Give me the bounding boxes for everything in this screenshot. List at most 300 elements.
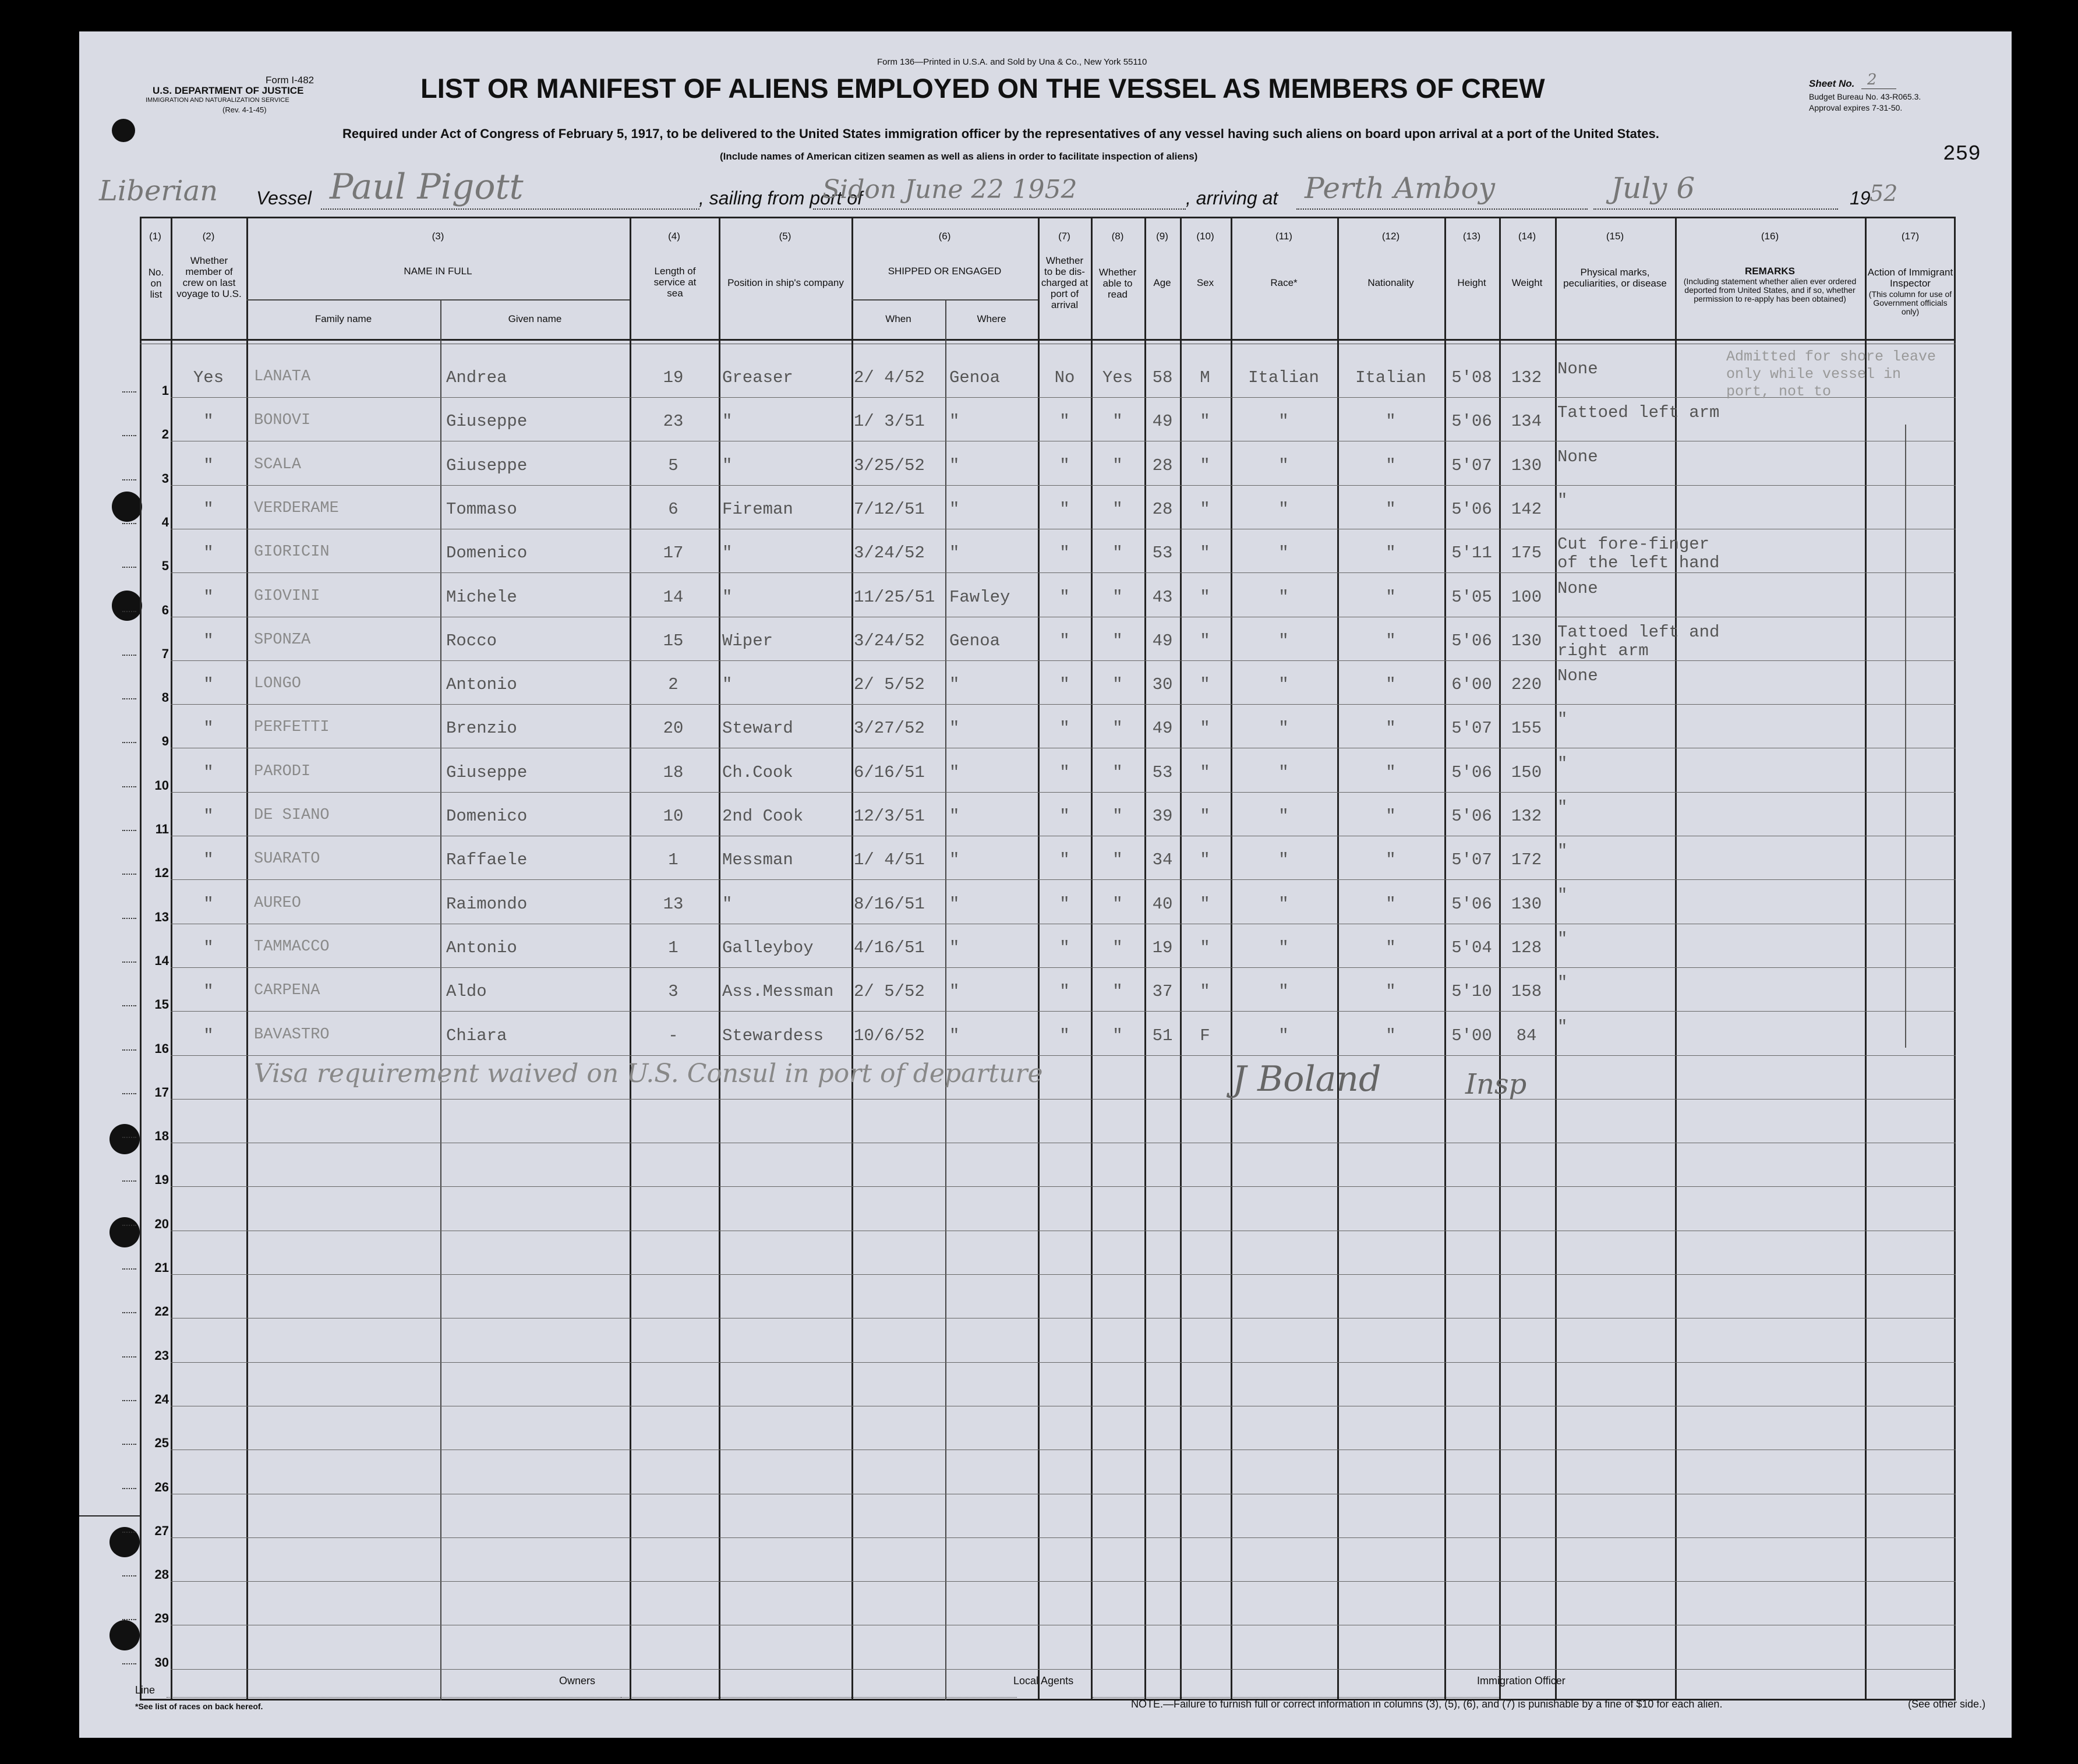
footer-agents: Local Agents bbox=[1013, 1675, 1074, 1687]
colnum-16: (16) bbox=[1761, 231, 1779, 242]
cell-age: 39 bbox=[1152, 807, 1173, 826]
cell-age: 34 bbox=[1152, 850, 1173, 870]
cell-disch: " bbox=[1059, 894, 1070, 914]
cell-weight: 155 bbox=[1511, 719, 1542, 738]
cell-height: 5'07 bbox=[1451, 455, 1492, 475]
cell-race: " bbox=[1278, 675, 1289, 695]
header-height: Height bbox=[1457, 277, 1486, 288]
footer-owners-fill bbox=[621, 1697, 1017, 1698]
cell-where: Genoa bbox=[949, 368, 1001, 387]
colnum-5: (5) bbox=[779, 231, 791, 242]
vessel-flag: Liberian bbox=[99, 175, 218, 207]
cell-nat: " bbox=[1386, 938, 1396, 957]
cell-read: " bbox=[1112, 719, 1123, 738]
cell-sex: " bbox=[1200, 850, 1210, 870]
left-margin-line bbox=[79, 1515, 140, 1516]
cell-position: " bbox=[722, 675, 733, 695]
cell-when: 12/3/51 bbox=[854, 807, 925, 826]
cell-height: 5'06 bbox=[1451, 807, 1492, 826]
header-able-to-read: Whether able to read bbox=[1098, 267, 1137, 300]
header-remarks-note: (Including statement whether alien ever ordered deported from United States, and if so, whether permission to re-apply has been obtained) bbox=[1683, 277, 1857, 303]
cell-read: Yes bbox=[1102, 368, 1133, 387]
date-underline bbox=[1593, 208, 1838, 210]
cell-weight: 130 bbox=[1511, 894, 1542, 914]
cell-given: Rocco bbox=[446, 631, 497, 651]
cell-where: " bbox=[949, 762, 960, 782]
cell-crew: " bbox=[203, 543, 214, 563]
cell-when: 6/16/51 bbox=[854, 762, 925, 782]
cell-where: " bbox=[949, 982, 960, 1002]
vessel-name: Paul Pigott bbox=[330, 167, 524, 207]
cell-sex: " bbox=[1200, 631, 1210, 651]
cell-read: " bbox=[1112, 807, 1123, 826]
cell-age: 51 bbox=[1152, 1026, 1173, 1045]
department: U.S. DEPARTMENT OF JUSTICE bbox=[153, 85, 304, 96]
cell-crew: " bbox=[203, 850, 214, 870]
cell-family: BONOVI bbox=[254, 412, 311, 430]
header-no-on-list: No. on list bbox=[148, 267, 164, 300]
cell-marks: " bbox=[1557, 842, 1568, 861]
cell-height: 5'06 bbox=[1451, 631, 1492, 651]
row-leader bbox=[122, 391, 136, 393]
cell-where: " bbox=[949, 807, 960, 826]
cell-height: 5'07 bbox=[1451, 850, 1492, 870]
cell-height: 5'05 bbox=[1451, 587, 1492, 607]
cell-sex: " bbox=[1200, 412, 1210, 432]
cell-disch: " bbox=[1059, 719, 1070, 738]
cell-race: " bbox=[1278, 587, 1289, 607]
cell-family: GIOVINI bbox=[254, 587, 320, 605]
cell-position: Fireman bbox=[722, 499, 793, 519]
row-rule bbox=[171, 1186, 1956, 1187]
punch-hole bbox=[112, 492, 142, 522]
cell-read: " bbox=[1112, 894, 1123, 914]
colnum-15: (15) bbox=[1606, 231, 1624, 242]
row-rule bbox=[171, 660, 1956, 661]
row-number: 2 bbox=[161, 427, 169, 442]
cell-family: SUARATO bbox=[254, 850, 320, 868]
cell-marks: None bbox=[1557, 578, 1598, 598]
row-leader bbox=[122, 1005, 136, 1006]
cell-disch: " bbox=[1059, 587, 1070, 607]
footer-line-fill bbox=[167, 1697, 621, 1698]
cell-disch: " bbox=[1059, 543, 1070, 563]
cell-when: 7/12/51 bbox=[854, 499, 925, 519]
cell-weight: 158 bbox=[1511, 982, 1542, 1002]
cell-crew: " bbox=[203, 719, 214, 738]
row-rule bbox=[171, 704, 1956, 705]
cell-position: Galleyboy bbox=[722, 938, 814, 957]
approval-date: Approval expires 7-31-50. bbox=[1809, 103, 1903, 112]
row-rule bbox=[171, 967, 1956, 968]
cell-nat: " bbox=[1386, 499, 1396, 519]
inspector-bracket bbox=[1905, 425, 1906, 1048]
cell-read: " bbox=[1112, 455, 1123, 475]
cell-given: Chiara bbox=[446, 1026, 507, 1045]
cell-service: 23 bbox=[663, 412, 684, 432]
row-number: 22 bbox=[154, 1304, 169, 1319]
cell-position: " bbox=[722, 894, 733, 914]
col-line bbox=[1144, 217, 1146, 1701]
cell-age: 28 bbox=[1152, 499, 1173, 519]
cell-where: " bbox=[949, 543, 960, 563]
colnum-4: (4) bbox=[668, 231, 680, 242]
row-number: 7 bbox=[161, 646, 169, 661]
required-statement: Required under Act of Congress of February 5, 1917, to be delivered to the United States immigration officer by the representatives of any vessel having such aliens on board upon arrival at a port of the United States. bbox=[342, 126, 1659, 141]
row-number: 3 bbox=[161, 471, 169, 486]
cell-position: " bbox=[722, 412, 733, 432]
cell-where: " bbox=[949, 938, 960, 957]
footer-fine-note: NOTE.—Failure to furnish full or correct information in columns (3), (5), (6), and (7) is punishable by a fine of $10 for each alien. bbox=[1131, 1698, 1723, 1710]
cell-read: " bbox=[1112, 1026, 1123, 1045]
row-leader bbox=[122, 435, 136, 436]
header-where: Where bbox=[977, 313, 1006, 324]
cell-nat: " bbox=[1386, 982, 1396, 1002]
row-rule bbox=[171, 485, 1956, 486]
row-leader bbox=[122, 1532, 136, 1533]
vessel-underline bbox=[321, 208, 699, 210]
cell-position: Wiper bbox=[722, 631, 773, 651]
colnum-6: (6) bbox=[938, 231, 951, 242]
cell-sex: " bbox=[1200, 675, 1210, 695]
cell-nat: " bbox=[1386, 631, 1396, 651]
row-number: 17 bbox=[154, 1084, 169, 1100]
cell-given: Giuseppe bbox=[446, 412, 528, 432]
cell-read: " bbox=[1112, 499, 1123, 519]
row-leader bbox=[122, 1049, 136, 1051]
cell-weight: 130 bbox=[1511, 631, 1542, 651]
page-number: 259 bbox=[1943, 142, 1981, 166]
cell-nat: " bbox=[1386, 850, 1396, 870]
cell-nat: " bbox=[1386, 1026, 1396, 1045]
cell-weight: 100 bbox=[1511, 587, 1542, 607]
cell-marks: Cut fore-finger of the left hand bbox=[1557, 535, 1720, 573]
col-line bbox=[1038, 217, 1040, 1701]
cell-service: 15 bbox=[663, 631, 684, 651]
cell-family: AUREO bbox=[254, 894, 302, 912]
cell-given: Giuseppe bbox=[446, 762, 528, 782]
row-leader bbox=[122, 479, 136, 480]
cell-when: 3/27/52 bbox=[854, 719, 925, 738]
sailing-underline bbox=[813, 208, 1186, 210]
cell-position: " bbox=[722, 543, 733, 563]
cell-weight: 175 bbox=[1511, 543, 1542, 563]
header-discharged: Whether to be dis-charged at port of arrival bbox=[1041, 255, 1089, 310]
cell-where: " bbox=[949, 1026, 960, 1045]
cell-sex: M bbox=[1200, 368, 1210, 387]
cell-given: Tommaso bbox=[446, 499, 517, 519]
cell-sex: F bbox=[1200, 1026, 1210, 1045]
cell-nat: " bbox=[1386, 675, 1396, 695]
colnum-17: (17) bbox=[1901, 231, 1920, 242]
row-number: 27 bbox=[154, 1523, 169, 1538]
cell-sex: " bbox=[1200, 807, 1210, 826]
cell-age: 37 bbox=[1152, 982, 1173, 1002]
col-line bbox=[1499, 217, 1501, 1701]
cell-crew: " bbox=[203, 455, 214, 475]
cell-age: 28 bbox=[1152, 455, 1173, 475]
cell-service: 2 bbox=[668, 675, 678, 695]
header-physical-marks: Physical marks, peculiarities, or disease bbox=[1563, 267, 1667, 289]
cell-service: - bbox=[668, 1026, 678, 1045]
cell-given: Brenzio bbox=[446, 719, 517, 738]
cell-marks: Tattoed left and right arm bbox=[1557, 622, 1720, 660]
row-number: 1 bbox=[161, 383, 169, 398]
cell-weight: 172 bbox=[1511, 850, 1542, 870]
header-shipped-engaged: SHIPPED OR ENGAGED bbox=[888, 266, 1002, 277]
cell-sex: " bbox=[1200, 587, 1210, 607]
cell-weight: 150 bbox=[1511, 762, 1542, 782]
row-number: 6 bbox=[161, 602, 169, 617]
row-number: 5 bbox=[161, 558, 169, 574]
cell-position: Stewardess bbox=[722, 1026, 824, 1045]
row-rule bbox=[171, 879, 1956, 880]
colnum-13: (13) bbox=[1462, 231, 1481, 242]
colnum-12: (12) bbox=[1381, 231, 1400, 242]
cell-disch: " bbox=[1059, 1026, 1070, 1045]
service-name: IMMIGRATION AND NATURALIZATION SERVICE bbox=[146, 97, 289, 104]
row-rule bbox=[171, 1362, 1956, 1363]
cell-sex: " bbox=[1200, 499, 1210, 519]
cell-where: " bbox=[949, 499, 960, 519]
manifest-sheet bbox=[79, 31, 2012, 1738]
row-leader bbox=[122, 1575, 136, 1576]
cell-family: PERFETTI bbox=[254, 719, 330, 737]
cell-service: 14 bbox=[663, 587, 684, 607]
cell-race: " bbox=[1278, 762, 1289, 782]
cell-sex: " bbox=[1200, 894, 1210, 914]
cell-nat: " bbox=[1386, 587, 1396, 607]
cell-marks: None bbox=[1557, 359, 1598, 379]
cell-marks: " bbox=[1557, 973, 1568, 993]
header-crew-last-voyage: Whether member of crew on last voyage to U.S. bbox=[176, 255, 242, 299]
cell-read: " bbox=[1112, 587, 1123, 607]
header-family-name: Family name bbox=[314, 313, 372, 324]
cell-service: 5 bbox=[668, 455, 678, 475]
row-rule bbox=[171, 1274, 1956, 1275]
cell-nat: " bbox=[1386, 762, 1396, 782]
header-divider bbox=[140, 339, 1956, 341]
cell-disch: " bbox=[1059, 982, 1070, 1002]
row-rule bbox=[171, 1055, 1956, 1056]
cell-disch: " bbox=[1059, 499, 1070, 519]
cell-service: 13 bbox=[663, 894, 684, 914]
cell-race: " bbox=[1278, 938, 1289, 957]
cell-age: 53 bbox=[1152, 762, 1173, 782]
footer-owners: Owners bbox=[559, 1675, 596, 1687]
cell-service: 17 bbox=[663, 543, 684, 563]
cell-crew: " bbox=[203, 499, 214, 519]
cell-given: Michele bbox=[446, 587, 517, 607]
cell-when: 3/24/52 bbox=[854, 543, 925, 563]
row-number: 30 bbox=[154, 1655, 169, 1670]
row-leader bbox=[122, 1137, 136, 1138]
cell-where: " bbox=[949, 894, 960, 914]
row-leader bbox=[122, 698, 136, 699]
cell-race: " bbox=[1278, 631, 1289, 651]
row-leader bbox=[122, 611, 136, 612]
colnum-7: (7) bbox=[1058, 231, 1070, 242]
footer-agents-fill bbox=[1093, 1697, 1500, 1698]
cell-position: 2nd Cook bbox=[722, 807, 804, 826]
cell-where: " bbox=[949, 719, 960, 738]
col-line bbox=[719, 217, 720, 1701]
arrival-date: July 6 bbox=[1611, 171, 1695, 205]
row-number: 21 bbox=[154, 1260, 169, 1275]
cell-height: 5'06 bbox=[1451, 412, 1492, 432]
row-leader bbox=[122, 742, 136, 743]
cell-given: Antonio bbox=[446, 675, 517, 695]
cell-weight: 132 bbox=[1511, 368, 1542, 387]
name-subheader-line bbox=[246, 299, 630, 301]
cell-race: " bbox=[1278, 982, 1289, 1002]
row-leader bbox=[122, 1619, 136, 1620]
cell-read: " bbox=[1112, 850, 1123, 870]
cell-height: 5'11 bbox=[1451, 543, 1492, 563]
row-rule bbox=[171, 1581, 1956, 1582]
vessel-label: Vessel bbox=[256, 188, 312, 208]
cell-age: 49 bbox=[1152, 412, 1173, 432]
cell-family: PARODI bbox=[254, 762, 311, 780]
cell-age: 49 bbox=[1152, 719, 1173, 738]
sailing-label: , sailing from port of bbox=[699, 188, 863, 208]
cell-read: " bbox=[1112, 938, 1123, 957]
cell-sex: " bbox=[1200, 938, 1210, 957]
cell-nat: " bbox=[1386, 807, 1396, 826]
cell-read: " bbox=[1112, 412, 1123, 432]
cell-position: Ch.Cook bbox=[722, 762, 793, 782]
col-line bbox=[1091, 217, 1093, 1701]
budget-number: Budget Bureau No. 43-R065.3. bbox=[1809, 92, 1921, 101]
punch-hole bbox=[112, 119, 135, 142]
row-leader bbox=[122, 1268, 136, 1270]
cell-when: 2/ 5/52 bbox=[854, 675, 925, 695]
inspector-signature: J Boland bbox=[1232, 1059, 1381, 1100]
row-number: 23 bbox=[154, 1348, 169, 1363]
cell-age: 58 bbox=[1152, 368, 1173, 387]
row-rule bbox=[171, 792, 1956, 793]
cell-height: 5'06 bbox=[1451, 762, 1492, 782]
row-number: 8 bbox=[161, 690, 169, 705]
cell-when: 4/16/51 bbox=[854, 938, 925, 957]
col-line bbox=[1337, 217, 1339, 1701]
cell-sex: " bbox=[1200, 543, 1210, 563]
cell-crew: " bbox=[203, 938, 214, 957]
col-line bbox=[851, 217, 853, 1701]
row-leader bbox=[122, 1444, 136, 1445]
col-line bbox=[1865, 217, 1867, 1701]
cell-given: Domenico bbox=[446, 543, 528, 563]
header-position: Position in ship's company bbox=[727, 277, 844, 288]
cell-marks: None bbox=[1557, 447, 1598, 466]
cell-race: " bbox=[1278, 807, 1289, 826]
row-number: 11 bbox=[155, 822, 169, 836]
punch-hole bbox=[109, 1217, 140, 1247]
cell-family: CARPENA bbox=[254, 982, 320, 1000]
cell-nat: " bbox=[1386, 894, 1396, 914]
col-line bbox=[440, 299, 441, 1701]
col-line bbox=[630, 217, 631, 1701]
footer-line-label: Line bbox=[135, 1684, 156, 1696]
punch-hole bbox=[109, 1124, 140, 1154]
cell-age: 19 bbox=[1152, 938, 1173, 957]
cell-height: 5'04 bbox=[1451, 938, 1492, 957]
year-suffix: 52 bbox=[1870, 181, 1898, 206]
row-number: 20 bbox=[154, 1216, 169, 1231]
cell-race: " bbox=[1278, 719, 1289, 738]
cell-when: 1/ 4/51 bbox=[854, 850, 925, 870]
row-leader bbox=[122, 1663, 136, 1664]
cell-nat: " bbox=[1386, 543, 1396, 563]
row-leader bbox=[122, 523, 136, 524]
row-rule bbox=[171, 1669, 1956, 1670]
cell-disch: No bbox=[1054, 368, 1075, 387]
col-line bbox=[1231, 217, 1232, 1701]
punch-hole bbox=[112, 591, 142, 621]
cell-family: TAMMACCO bbox=[254, 938, 330, 956]
header-action-note: (This column for use of Government officials only) bbox=[1868, 289, 1952, 316]
cell-weight: 128 bbox=[1511, 938, 1542, 957]
arriving-underline bbox=[1296, 208, 1588, 210]
footer-see-other: (See other side.) bbox=[1908, 1698, 1986, 1710]
cell-when: 1/ 3/51 bbox=[854, 412, 925, 432]
cell-read: " bbox=[1112, 675, 1123, 695]
row-leader bbox=[122, 1400, 136, 1401]
cell-given: Aldo bbox=[446, 982, 487, 1002]
row-number: 10 bbox=[154, 777, 169, 793]
cell-position: " bbox=[722, 587, 733, 607]
arriving-label: , arriving at bbox=[1186, 188, 1278, 208]
cell-service: 1 bbox=[668, 938, 678, 957]
cell-where: " bbox=[949, 412, 960, 432]
cell-position: " bbox=[722, 455, 733, 475]
cell-given: Domenico bbox=[446, 807, 528, 826]
row-leader bbox=[122, 567, 136, 568]
cell-crew: " bbox=[203, 675, 214, 695]
cell-marks: Tattoed left arm bbox=[1557, 403, 1720, 423]
cell-marks: " bbox=[1557, 929, 1568, 949]
cell-family: LONGO bbox=[254, 675, 302, 693]
cell-read: " bbox=[1112, 982, 1123, 1002]
row-rule bbox=[171, 1537, 1956, 1538]
cell-race: " bbox=[1278, 894, 1289, 914]
cell-height: 5'06 bbox=[1451, 894, 1492, 914]
year-prefix: 19 bbox=[1850, 188, 1871, 208]
colnum-10: (10) bbox=[1196, 231, 1214, 242]
row-rule bbox=[171, 1011, 1956, 1012]
cell-when: 2/ 5/52 bbox=[854, 982, 925, 1002]
header-when: When bbox=[885, 313, 911, 324]
colnum-3: (3) bbox=[432, 231, 444, 242]
row-leader bbox=[122, 1488, 136, 1489]
cell-crew: " bbox=[203, 631, 214, 651]
cell-disch: " bbox=[1059, 807, 1070, 826]
row-leader bbox=[122, 918, 136, 919]
header-length-service: Length of service at sea bbox=[653, 266, 697, 299]
row-leader bbox=[122, 1312, 136, 1313]
cell-marks: " bbox=[1557, 798, 1568, 817]
cell-age: 30 bbox=[1152, 675, 1173, 695]
cell-service: 10 bbox=[663, 807, 684, 826]
shipped-subheader-line bbox=[851, 299, 1038, 301]
cell-height: 5'06 bbox=[1451, 499, 1492, 519]
cell-nat: " bbox=[1386, 412, 1396, 432]
row-rule bbox=[171, 1099, 1956, 1100]
cell-when: 11/25/51 bbox=[854, 587, 935, 607]
cell-marks: " bbox=[1557, 754, 1568, 773]
cell-when: 3/24/52 bbox=[854, 631, 925, 651]
cell-service: 20 bbox=[663, 719, 684, 738]
